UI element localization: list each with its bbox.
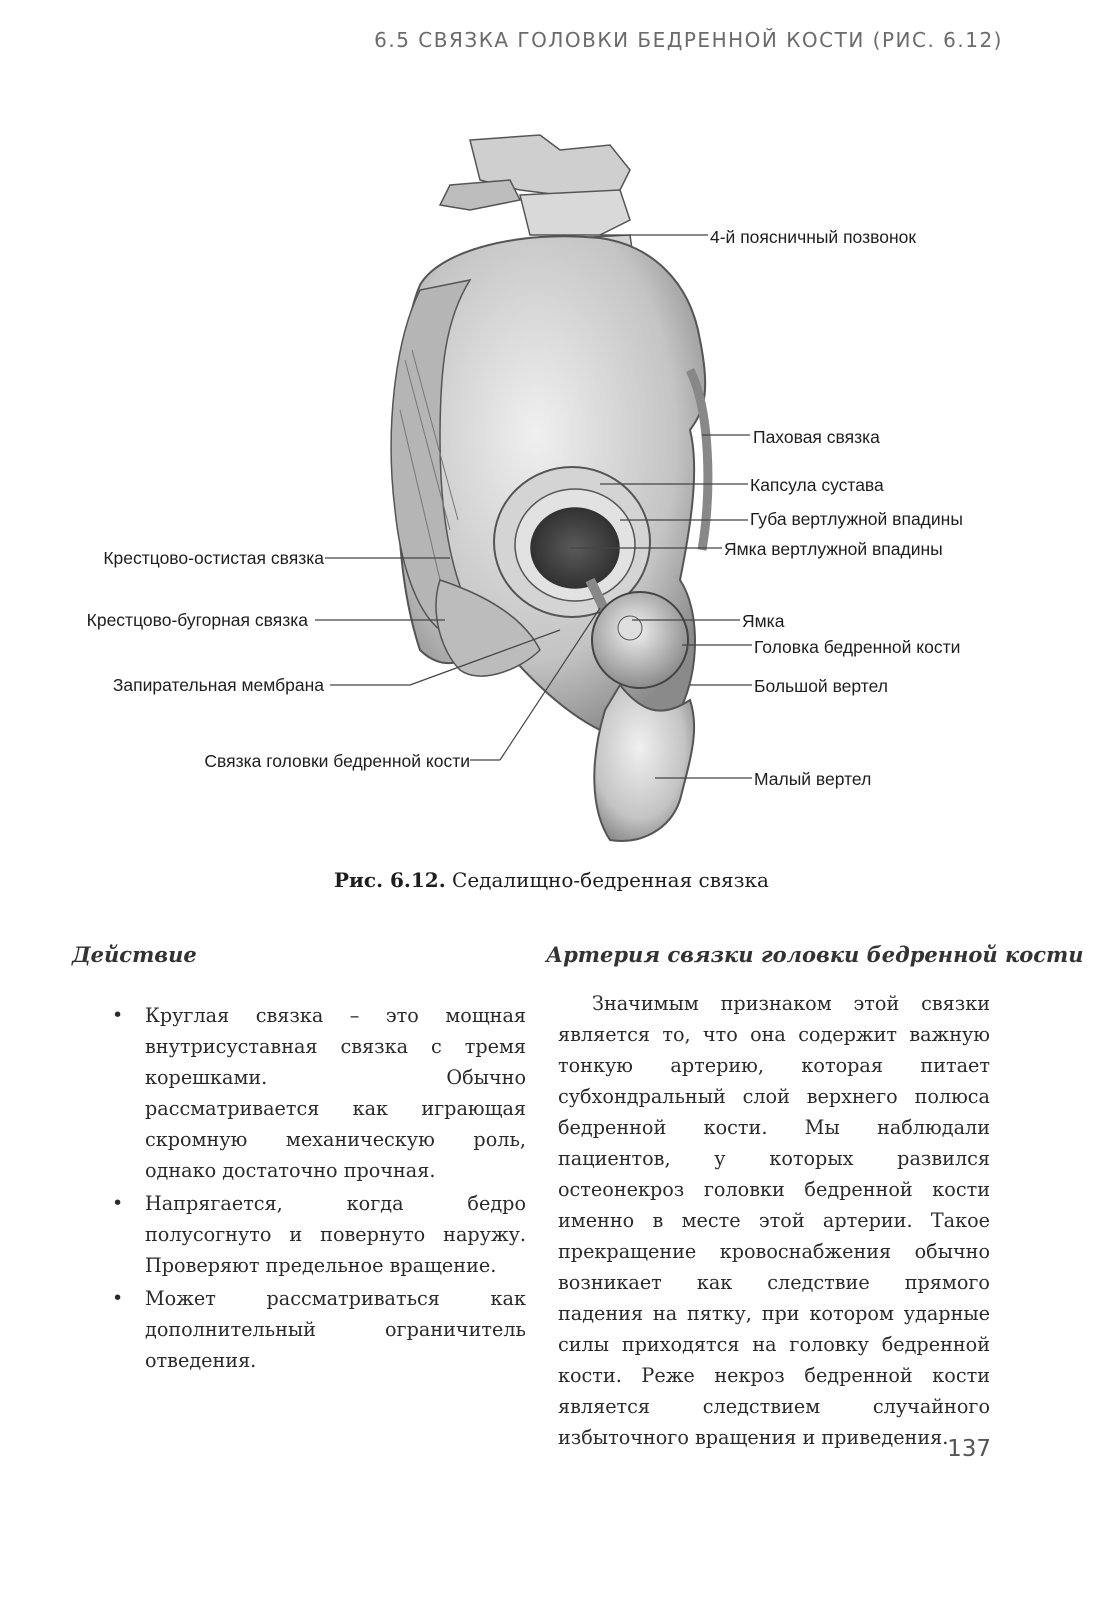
label-obturator-membrane: Запирательная мембрана: [112, 675, 324, 695]
caption-prefix: Рис. 6.12.: [334, 868, 446, 892]
page-number: 137: [947, 1436, 991, 1462]
anatomy-figure: [0, 110, 1103, 850]
label-inguinal-ligament: Паховая связка: [753, 427, 880, 447]
figure-caption: [0, 868, 1103, 892]
femoral-head: [592, 592, 688, 688]
label-ligament-of-head: Связка головки бедренной кости: [204, 751, 470, 771]
label-fovea: Ямка: [742, 611, 785, 631]
action-bullets: [112, 1000, 526, 1376]
section-title-artery: Артерия связки головки бедренной кости: [546, 942, 1084, 967]
label-lesser-trochanter: Малый вертел: [754, 769, 872, 789]
label-sacrospinous-ligament: Крестцово-остистая связка: [103, 548, 324, 568]
list-item: • Круглая связка – это мощная внутрисуставная связка с тремя корешками. Обычно рассматривается как играющая скромную механическую роль, однако достаточно прочная.: [112, 1004, 526, 1182]
label-sacrotuberous-ligament: Крестцово-бугорная связка: [86, 610, 308, 630]
artery-paragraph: Значимым признаком этой связки является то, что она содержит важную тонкую артерию, которая питает субхондральный слой верхнего полюса бедренной кости. Мы наблюдали пациентов, у которых развился остеонекроз головки бедренной кости именно в месте этой артерии. Такое прекращение кровоснабжения обычно возникает как следствие прямого падения на пятку, при котором ударные силы приходятся на головку бедренной кости. Реже некроз бедренной кости является следствием случайного избыточного вращения и приведения.: [558, 992, 990, 1449]
label-vertebra: 4-й поясничный позвонок: [710, 227, 916, 247]
bullet-text: Напрягается, когда бедро полусогнуто и повернуто наружу. Проверяют предельное вращение.: [145, 1192, 526, 1277]
label-acetabular-labrum: Губа вертлужной впадины: [750, 509, 963, 529]
list-item: • Напрягается, когда бедро полусогнуто и повернуто наружу. Проверяют предельное вращение.: [112, 1192, 526, 1277]
section-title-action: Действие: [72, 942, 197, 967]
list-item: • Может рассматриваться как дополнительный ограничитель отведения.: [112, 1287, 526, 1372]
action-column: [112, 1000, 526, 1378]
label-femoral-head: Головка бедренной кости: [754, 637, 961, 657]
caption-text: Седалищно-бедренная связка: [445, 868, 769, 892]
label-joint-capsule: Капсула сустава: [750, 475, 884, 495]
bullet-text: Может рассматриваться как дополнительный ограничитель отведения.: [145, 1287, 526, 1372]
bullet-text: Круглая связка – это мощная внутрисуставная связка с тремя корешками. Обычно рассматривается как играющая скромную механическую роль, однако достаточно прочная.: [145, 1004, 526, 1182]
femur-shaft: [594, 685, 694, 841]
pelvis-illustration: [0, 110, 1103, 850]
running-title: 6.5 СВЯЗКА ГОЛОВКИ БЕДРЕННОЙ КОСТИ (РИС. 6.12): [374, 28, 1003, 52]
label-greater-trochanter: Большой вертел: [754, 676, 888, 696]
label-acetabular-fossa: Ямка вертлужной впадины: [724, 539, 943, 559]
